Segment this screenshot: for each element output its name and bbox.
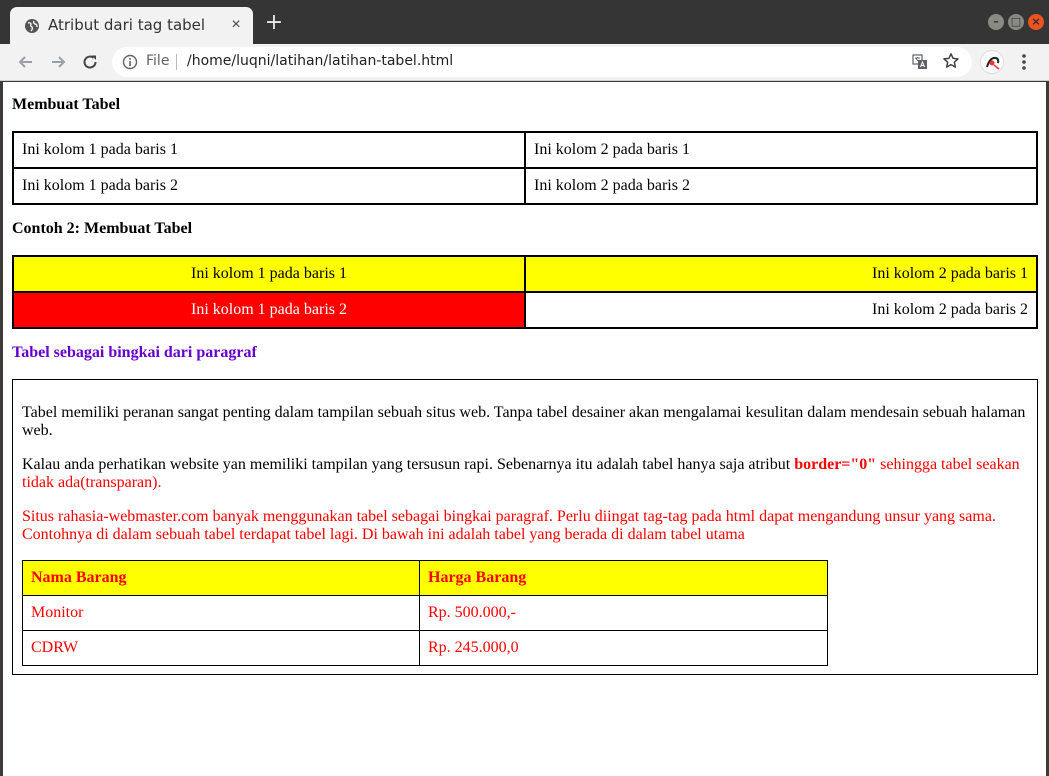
table-cell-yellow-center: Ini kolom 1 pada baris 1 <box>13 256 525 292</box>
table-row <box>13 168 1037 204</box>
paragraph-1: Tabel memiliki peranan sangat penting dalam tampilan sebuah situs web. Tanpa tabel desainer akan mengalamai kesulitan dalam mendesain sebuah halaman web. <box>22 404 1026 439</box>
bookmark-star-icon[interactable] <box>942 52 960 70</box>
translate-icon[interactable] <box>912 54 928 70</box>
minimize-icon: – <box>993 15 999 28</box>
table-row <box>13 132 1037 168</box>
table-row <box>13 256 1037 292</box>
heading-membuat-tabel: Membuat Tabel <box>12 96 121 113</box>
table-cell: Rp. 500.000,- <box>420 596 828 631</box>
browser-tab[interactable] <box>10 7 253 44</box>
table-cell-yellow-right: Ini kolom 2 pada baris 1 <box>525 256 1037 292</box>
window-close-button[interactable] <box>1028 14 1044 30</box>
table-cell: Monitor <box>23 596 420 631</box>
url-scheme: File <box>146 53 170 69</box>
profile-avatar[interactable] <box>980 50 1004 74</box>
table-row <box>23 596 828 631</box>
globe-icon <box>24 18 40 34</box>
table-cell: CDRW <box>23 631 420 666</box>
window-minimize-button[interactable] <box>988 14 1004 30</box>
table-cell: Rp. 245.000,0 <box>420 631 828 666</box>
page-viewport <box>3 82 1046 776</box>
avatar-icon <box>981 51 1004 74</box>
column-header: Harga Barang <box>420 561 828 596</box>
table-cell: Ini kolom 2 pada baris 1 <box>525 132 1037 168</box>
table-cell-red-center: Ini kolom 1 pada baris 2 <box>13 292 525 328</box>
table-cell: Ini kolom 1 pada baris 2 <box>13 168 525 204</box>
url-separator <box>176 54 177 70</box>
paragraph-3: Situs rahasia-webmaster.com banyak menggunakan tabel sebagai bingkai paragraf. Perlu diingat tag-tag pada html dapat mengandung unsur yang sama. Contohnya di dalam sebuah tabel terdapat tabel lagi. Di bawah ini adalah tabel yang berada di dalam tabel utama <box>22 508 996 543</box>
table-cell: Ini kolom 2 pada baris 2 <box>525 168 1037 204</box>
table-header-row <box>23 561 828 596</box>
close-icon: × <box>1031 15 1041 28</box>
url-text[interactable]: /home/luqni/latihan/latihan-tabel.html <box>187 53 454 69</box>
paragraph-2-text: Kalau anda perhatikan website yan memiliki tampilan yang tersusun rapi. Sebenarnya itu adalah tabel hanya saja atribut <box>22 456 795 473</box>
table-cell-right: Ini kolom 2 pada baris 2 <box>525 292 1037 328</box>
address-bar[interactable] <box>112 47 972 77</box>
heading-contoh-2: Contoh 2: Membuat Tabel <box>12 220 193 237</box>
paragraph-frame-table <box>12 379 1038 675</box>
window-maximize-button[interactable] <box>1008 14 1024 30</box>
heading-tabel-bingkai: Tabel sebagai bingkai dari paragraf <box>12 344 257 361</box>
column-header: Nama Barang <box>23 561 420 596</box>
new-tab-button[interactable]: + <box>264 10 284 35</box>
maximize-icon: □ <box>1010 15 1022 28</box>
tab-title: Atribut dari tag tabel <box>48 16 206 34</box>
forward-arrow-icon[interactable] <box>48 52 68 72</box>
back-arrow-icon[interactable] <box>16 52 36 72</box>
browser-toolbar <box>0 44 1049 81</box>
paragraph-2-end: sehingga tabel seakan tidak ada(transparan). <box>22 456 1020 491</box>
paragraph-2-bold: border="0" <box>794 456 877 473</box>
table-row <box>13 292 1037 328</box>
browser-titlebar <box>0 0 1049 44</box>
paragraph-2 <box>22 456 1030 492</box>
reload-icon[interactable] <box>80 52 100 72</box>
table-cell: Ini kolom 1 pada baris 1 <box>13 132 525 168</box>
table-basic <box>12 131 1038 205</box>
table-row <box>23 631 828 666</box>
table-colored <box>12 255 1038 329</box>
kebab-menu-icon[interactable] <box>1016 52 1032 72</box>
tab-close-icon[interactable]: × <box>231 16 241 33</box>
info-icon[interactable] <box>122 54 138 70</box>
inner-table <box>22 560 828 666</box>
